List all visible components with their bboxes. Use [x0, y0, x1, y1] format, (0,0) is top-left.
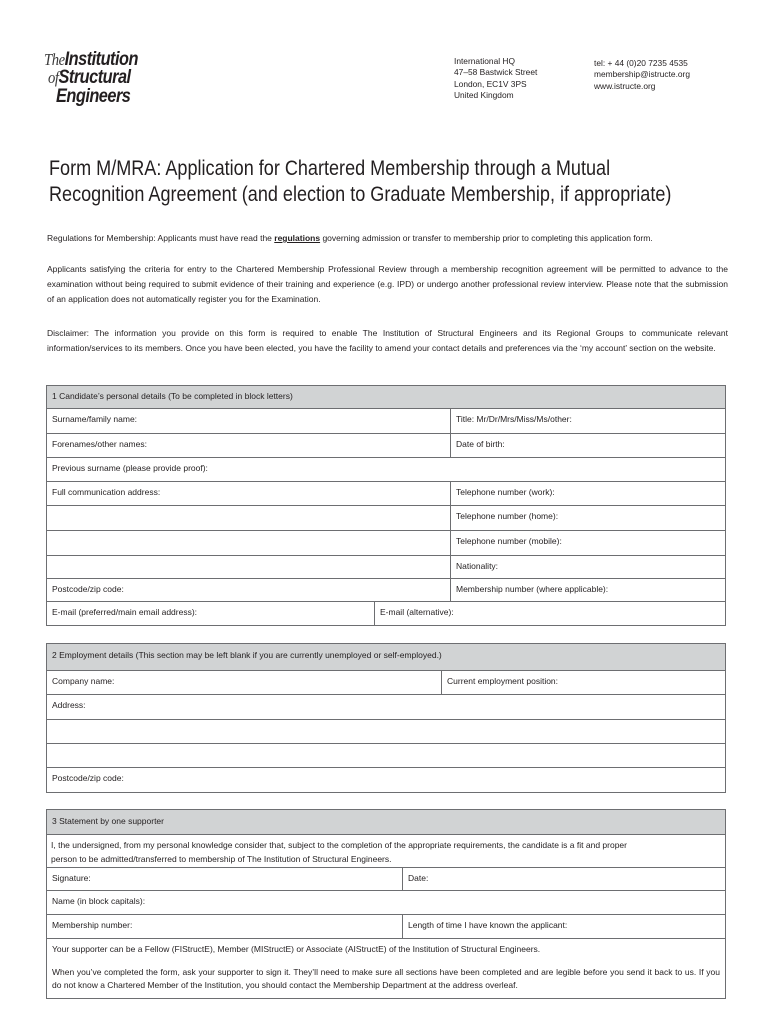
- employer-postcode-field[interactable]: Postcode/zip code:: [52, 773, 124, 783]
- email-row: [47, 602, 725, 626]
- employer-address-row-2: [47, 720, 725, 744]
- address-line: 47–58 Bastwick Street: [454, 67, 538, 78]
- address-line: United Kingdom: [454, 90, 514, 101]
- employer-address-row-3: [47, 744, 725, 768]
- communication-address-field[interactable]: Full communication address:: [52, 487, 161, 497]
- supporter-membership-number-field[interactable]: Membership number:: [52, 920, 133, 930]
- regulations-link[interactable]: regulations: [274, 233, 321, 243]
- employer-address-field[interactable]: Address:: [52, 700, 86, 710]
- section-3-heading: 3 Statement by one supporter: [52, 816, 164, 826]
- section-personal-details: [46, 385, 726, 626]
- supporter-eligibility-note: Your supporter can be a Fellow (FIStructE), Member (MIStructE) or Associate (AIStructE) of the Institution of Structural Engineers.: [52, 944, 541, 954]
- regulations-prefix: Regulations for Membership: Applicants must have read the: [47, 233, 275, 243]
- address-line: International HQ: [454, 56, 515, 66]
- supporter-notes: [47, 939, 725, 992]
- known-length-field[interactable]: Length of time I have known the applicant:: [402, 915, 725, 938]
- statement-line: I, the undersigned, from my personal knowledge consider that, subject to the completion of the appropriate requirements, the candidate is a fit and proper: [51, 840, 627, 850]
- address-row-3: [47, 531, 725, 556]
- address-line-field[interactable]: [47, 556, 453, 578]
- membership-number-field[interactable]: Membership number (where applicable):: [450, 579, 725, 601]
- telephone: tel: + 44 (0)20 7235 4535: [594, 58, 688, 68]
- previous-surname-field[interactable]: Previous surname (please provide proof):: [52, 463, 208, 473]
- form-title: [49, 156, 672, 208]
- disclaimer-paragraph: Disclaimer: The information you provide on this form is required to enable The Institution of Structural Engineers and its Regional Groups to communicate relevant information/services to its members. Once you have been elected, you have the facility to amend your contact details and preferences via the ‘my account’ section on the website.: [47, 328, 728, 354]
- employer-address-row: [47, 695, 725, 720]
- section-3-heading-row: [47, 810, 725, 835]
- section-1-heading-row: [47, 386, 725, 409]
- employer-postcode-row: [47, 768, 725, 793]
- supporter-statement: [47, 835, 725, 866]
- date-field[interactable]: Date:: [402, 868, 725, 890]
- surname-field[interactable]: Surname/family name:: [52, 414, 138, 424]
- completion-note: When you’ve completed the form, ask your supporter to sign it. They’ll need to make sure all sections have been completed and are legible before you send it back to us. If you do not know a Chartered Member of the Institution, you should contact the Membership Department at the address overleaf.: [52, 967, 720, 990]
- address-line-field[interactable]: [47, 744, 725, 767]
- telephone-mobile-field[interactable]: Telephone number (mobile):: [450, 531, 725, 555]
- email-link[interactable]: membership@istructe.org: [594, 69, 691, 80]
- hq-contact: [594, 58, 690, 92]
- institution-logo: [44, 50, 174, 106]
- telephone-home-field[interactable]: Telephone number (home):: [450, 506, 725, 530]
- title-line-2: Recognition Agreement (and election to Graduate Membership, if appropriate): [49, 183, 672, 206]
- address-row-4: [47, 556, 725, 579]
- section-2-heading-row: [47, 644, 725, 671]
- section-1-heading: 1 Candidate’s personal details (To be completed in block letters): [52, 391, 293, 401]
- title-field[interactable]: Title: Mr/Dr/Mrs/Miss/Ms/other:: [450, 409, 725, 433]
- address-line-field[interactable]: [47, 506, 453, 530]
- regulations-suffix: governing admission or transfer to membership prior to completing this application form.: [320, 233, 653, 243]
- email-alternative-field[interactable]: E-mail (alternative):: [374, 602, 725, 625]
- email-main-field[interactable]: E-mail (preferred/main email address):: [52, 607, 198, 617]
- address-line-field[interactable]: [47, 531, 453, 555]
- section-2-heading: 2 Employment details (This section may be left blank if you are currently unemployed or self-employed.): [52, 650, 442, 660]
- company-row: [47, 671, 725, 695]
- logo-engineers: Engineers: [56, 86, 131, 107]
- applicants-paragraph: Applicants satisfying the criteria for entry to the Chartered Membership Professional Review through a membership recognition agreement will be permitted to advance to the examination without being required to submit evidence of their training and experience (e.g. IPD) or undergo another professional review interview. Please note that the submission of an application does not automatically register you for the Examination.: [47, 264, 728, 305]
- company-name-field[interactable]: Company name:: [52, 676, 115, 686]
- logo-institution: Institution: [64, 49, 138, 70]
- statement-line: person to be admitted/transferred to membership of The Institution of Structural Engineers.: [51, 854, 392, 864]
- website-link[interactable]: www.istructe.org: [594, 80, 656, 91]
- address-line-field[interactable]: [47, 720, 725, 743]
- date-of-birth-field[interactable]: Date of birth:: [450, 434, 725, 457]
- supporter-name-field[interactable]: Name (in block capitals):: [52, 896, 146, 906]
- postcode-row: [47, 579, 725, 602]
- forenames-row: [47, 434, 725, 458]
- address-row-2: [47, 506, 725, 531]
- supporter-membership-row: [47, 915, 725, 939]
- telephone-work-field[interactable]: Telephone number (work):: [450, 482, 725, 505]
- statement-row: [47, 835, 725, 868]
- forenames-field[interactable]: Forenames/other names:: [52, 439, 147, 449]
- address-row: [47, 482, 725, 506]
- logo-the: The: [44, 50, 65, 69]
- logo-of: of: [48, 68, 59, 87]
- postcode-field[interactable]: Postcode/zip code:: [52, 584, 124, 594]
- section-employment-details: [46, 643, 726, 793]
- logo-structural: Structural: [58, 67, 131, 88]
- address-line: London, EC1V 3PS: [454, 78, 527, 89]
- nationality-field[interactable]: Nationality:: [450, 556, 725, 578]
- title-line-1: Form M/MRA: Application for Chartered Membership through a Mutual: [49, 157, 611, 180]
- regulations-paragraph: [47, 231, 728, 246]
- supporter-notes-row: [47, 939, 725, 999]
- hq-address: [454, 56, 537, 102]
- previous-surname-row: [47, 458, 725, 482]
- surname-row: [47, 409, 725, 434]
- supporter-name-row: [47, 891, 725, 915]
- section-supporter-statement: [46, 809, 726, 999]
- employment-position-field[interactable]: Current employment position:: [441, 671, 725, 694]
- signature-field[interactable]: Signature:: [52, 873, 91, 883]
- signature-row: [47, 868, 725, 891]
